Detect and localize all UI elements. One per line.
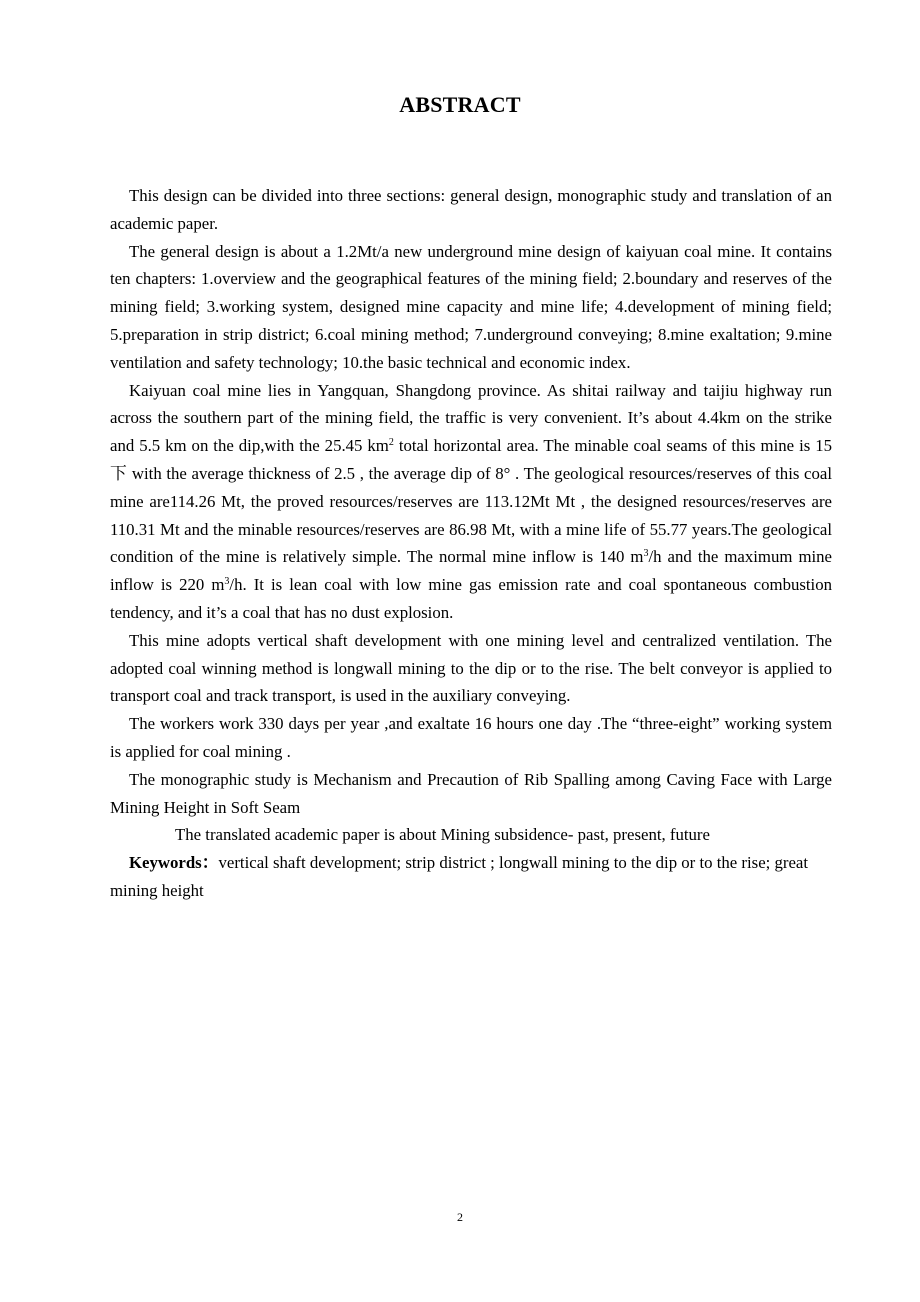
paragraph-development: This mine adopts vertical shaft development with one mining level and centralized ventilation. The adopted coal winning method is longwall mining to the dip or to the rise. The belt conveyor is applied to transport coal and track transport, is used in the auxiliary conveying. [110,630,832,706]
abstract-body [110,182,832,905]
mine-overview-text-4: /h. It is lean coal with low mine gas emission rate and coal spontaneous combustion tendency, and it’s a coal that has no dust explosion. [110,575,832,622]
paragraph-working-system: The workers work 330 days per year ,and exaltate 16 hours one day .The “three-eight” working system is applied for coal mining . [110,714,832,761]
paragraph-monographic-study: The monographic study is Mechanism and Precaution of Rib Spalling among Caving Face with Large Mining Height in Soft Seam [110,769,832,817]
max-inflow-unit-superscript: 3 [224,576,230,588]
page-number: 2 [457,1210,463,1224]
paragraph-translated-paper: The translated academic paper is about Mining subsidence- past, present, future [175,825,710,845]
mine-overview-text-2: total horizontal area. The minable coal seams of this mine is 15 下 with the average thickness of 2.5 , the average dip of 8° . The geological resources/reserves of this coal mine are114.26 Mt, the proved resources/reserves are 113.12Mt Mt , the designed resources/reserves are 110.31 Mt and the minable resources/reserves are 86.98 Mt, with a mine life of 55.77 years.The geological condition of the mine is relatively simple. The normal mine inflow is 140 m [110,436,833,567]
mine-overview-text-3: /h and the maximum mine inflow is 220 m [110,547,832,595]
keywords-paragraph [110,849,832,905]
paragraph-general-design: The general design is about a 1.2Mt/a new underground mine design of kaiyuan coal mine. It contains ten chapters: 1.overview and the geographical features of the mining field; 2.boundary and reserves of the mining field; 3.working system, designed mine capacity and mine life; 4.development of mining field; 5.preparation in strip district; 6.coal mining method; 7.underground conveying; 8.mine exaltation; 9.mine ventilation and safety technology; 10.the basic technical and economic index. [110,241,832,372]
keywords-label: Keywords： [129,853,219,873]
mine-overview-text-1: Kaiyuan coal mine lies in Yangquan, Shangdong province. As shitai railway and taijiu highway run across the southern part of the mining field, the traffic is very convenient. It’s about 4.4km on the strike and 5.5 km on the dip,with the 25.45 km [110,380,832,456]
area-unit-superscript: 2 [388,437,394,449]
normal-inflow-unit-superscript: 3 [643,548,649,560]
paragraph-mine-overview [110,377,832,627]
paragraph-sections: This design can be divided into three sections: general design, monographic study and translation of an academic paper. [110,186,832,233]
abstract-title: ABSTRACT [399,92,521,117]
keywords-text: vertical shaft development; strip district ; longwall mining to the dip or to the rise; great mining height [110,853,809,900]
